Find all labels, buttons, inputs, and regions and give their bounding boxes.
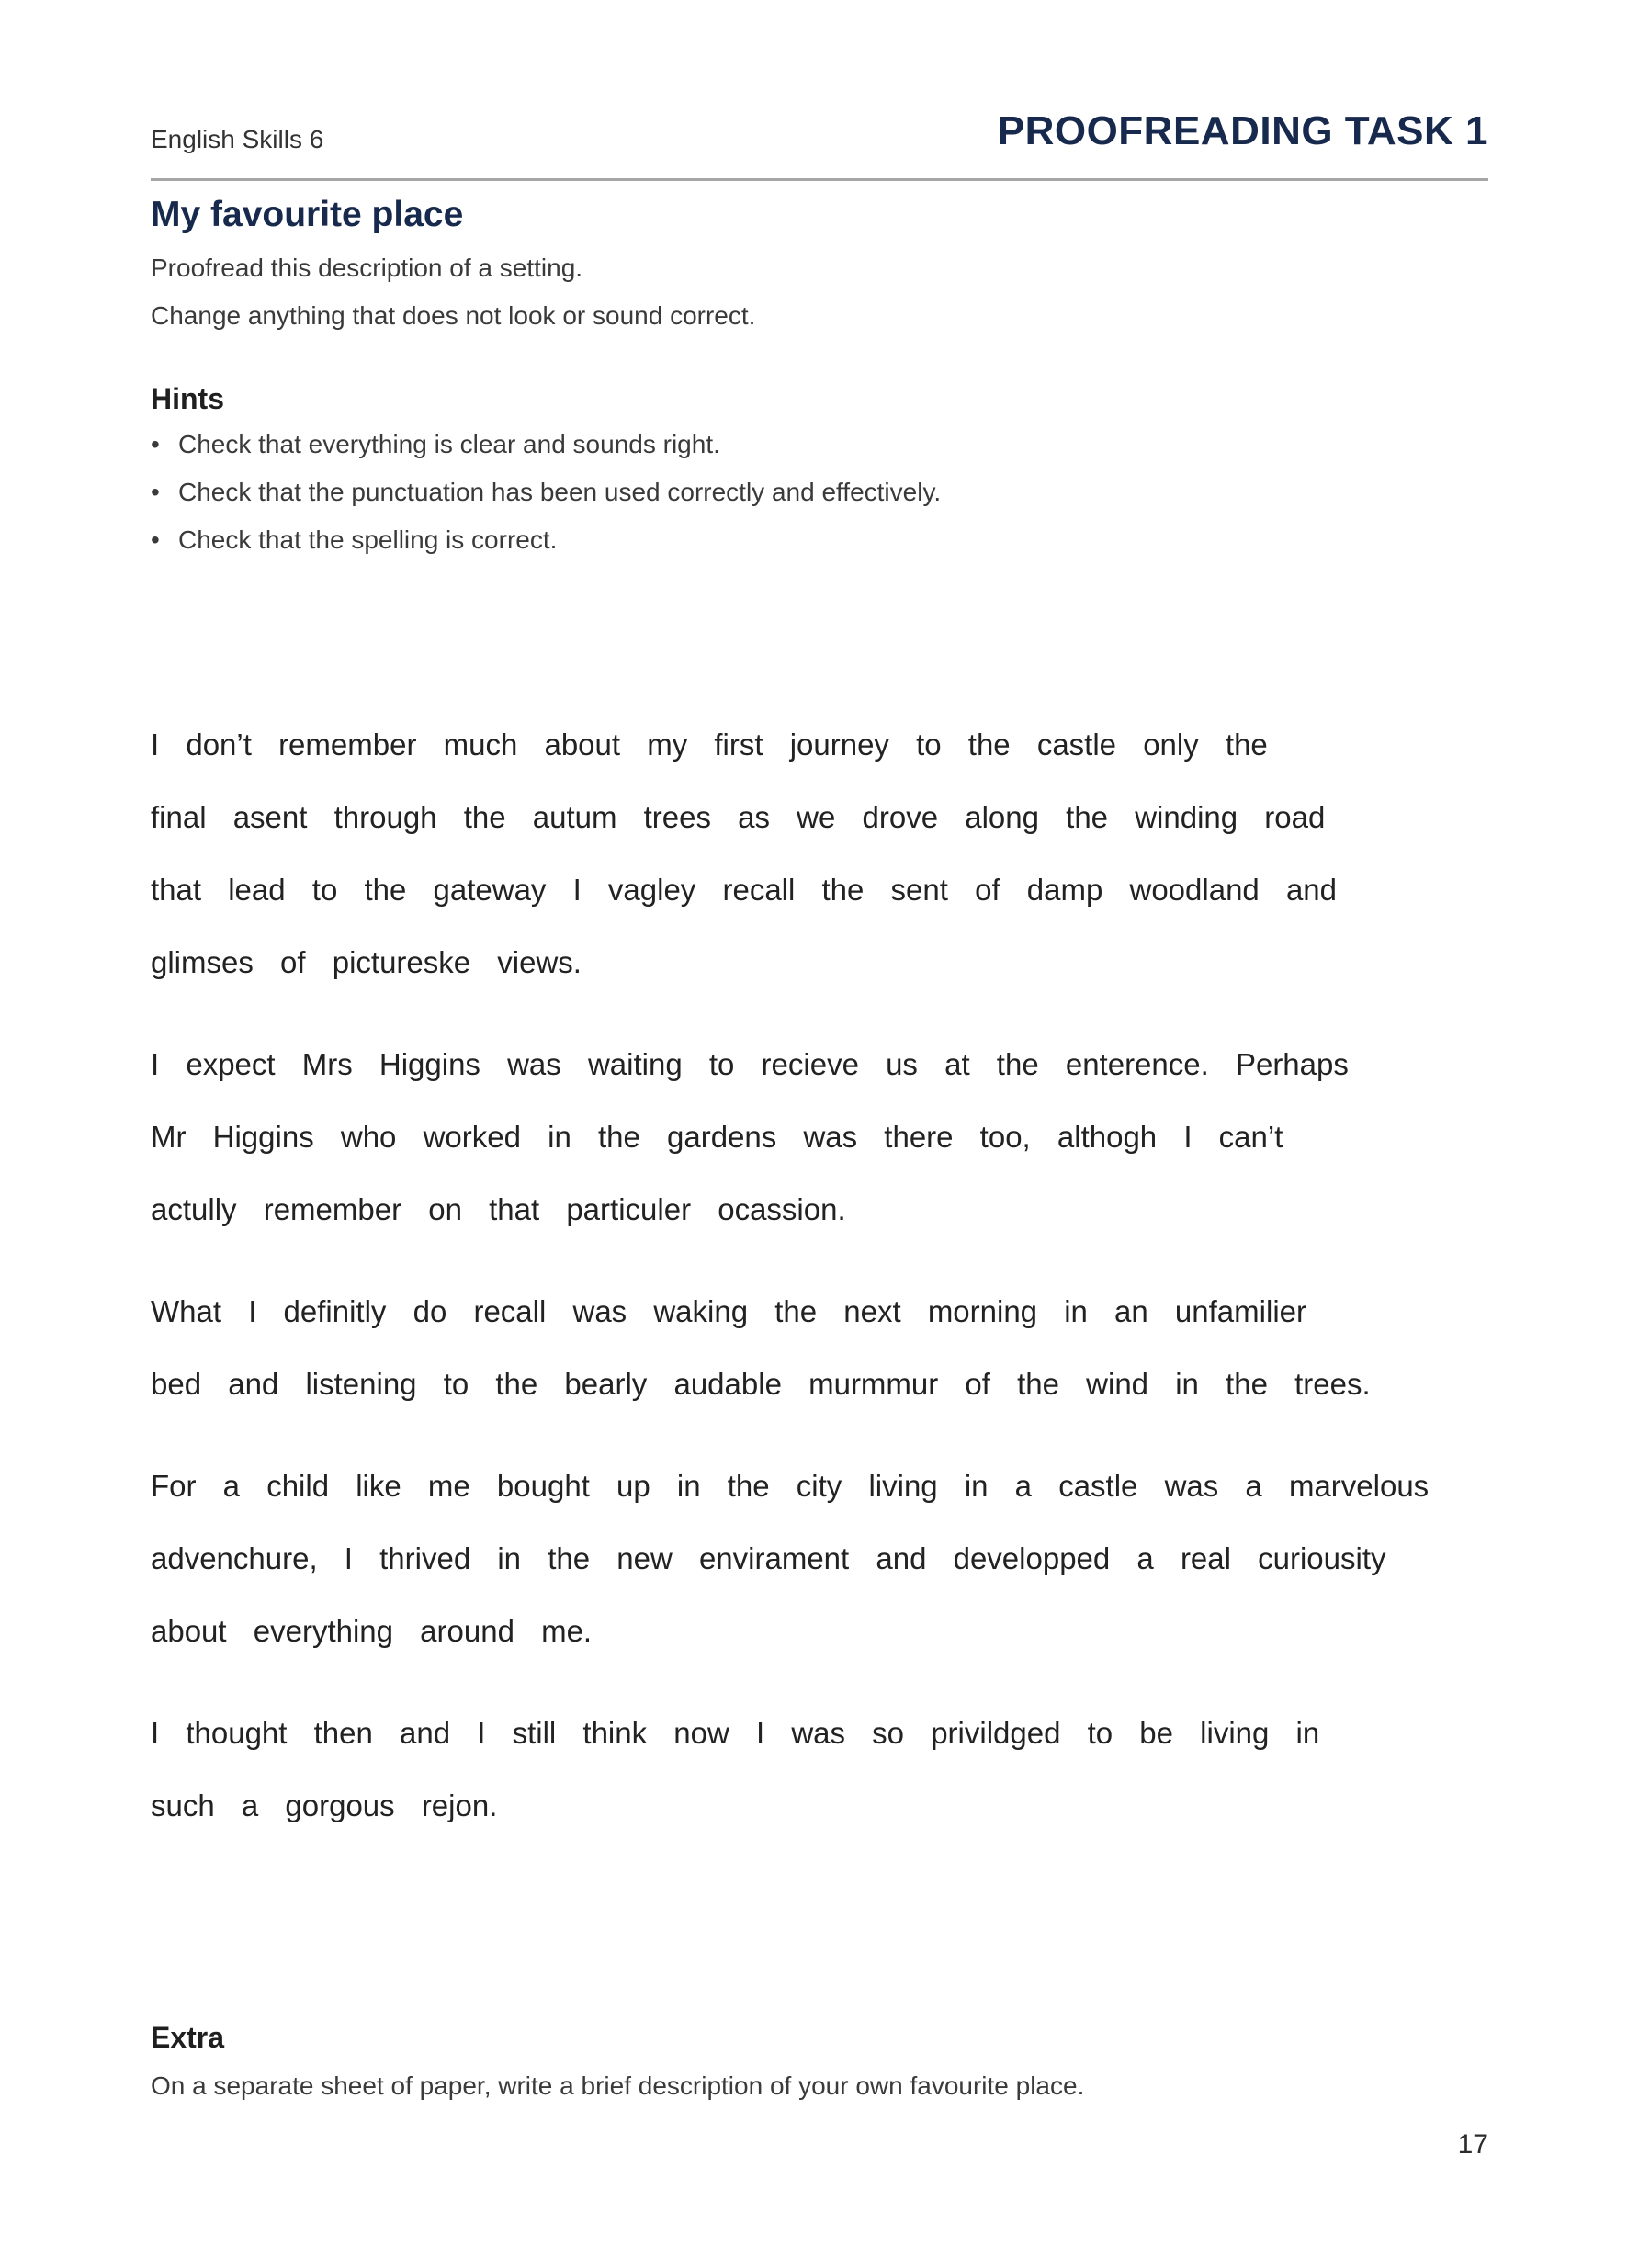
extra-text: On a separate sheet of paper, write a brief description of your own favourite place. <box>151 2071 1085 2100</box>
worksheet-page <box>151 0 1488 2268</box>
bullet-icon: • <box>151 430 160 458</box>
passage-line: glimses of pictureske views. <box>151 945 582 979</box>
passage-line: actully remember on that particuler ocassion. <box>151 1192 846 1226</box>
instruction-line: Proofread this description of a setting. <box>151 254 583 282</box>
passage-line: such a gorgous rejon. <box>151 1788 498 1822</box>
page-header <box>151 108 1488 181</box>
instruction-line: Change anything that does not look or sound correct. <box>151 301 756 330</box>
hint-text: Check that the punctuation has been used correctly and effectively. <box>178 478 942 506</box>
hint-item <box>151 525 557 555</box>
passage-line: Mr Higgins who worked in the gardens was there too, althogh I can’t <box>151 1120 1283 1154</box>
hint-item <box>151 478 941 507</box>
passage-line: that lead to the gateway I vagley recall the sent of damp woodland and <box>151 873 1338 907</box>
passage-line: For a child like me bought up in the city living in a castle was a marvelous <box>151 1469 1430 1503</box>
hints-title: Hints <box>151 382 224 415</box>
extra-title: Extra <box>151 2021 225 2054</box>
task-title: PROOFREADING TASK 1 <box>997 108 1488 153</box>
passage-line: I don’t remember much about my first journey to the castle only the <box>151 728 1268 762</box>
passage-line: final asent through the autum trees as we drove along the winding road <box>151 800 1326 834</box>
bullet-icon: • <box>151 525 160 554</box>
book-title: English Skills 6 <box>151 125 324 153</box>
bullet-icon: • <box>151 478 160 506</box>
passage-line: about everything around me. <box>151 1614 593 1648</box>
hint-item <box>151 430 720 459</box>
page-number: 17 <box>1457 2129 1488 2160</box>
passage-line: advenchure, I thrived in the new envirament and developped a real curiousity <box>151 1541 1386 1575</box>
hint-text: Check that the spelling is correct. <box>178 525 558 554</box>
passage-line: I thought then and I still think now I was so privildged to be living in <box>151 1716 1320 1750</box>
passage-line: bed and listening to the bearly audable murmmur of the wind in the trees. <box>151 1367 1371 1401</box>
page-heading: My favourite place <box>151 195 464 234</box>
hint-text: Check that everything is clear and sounds right. <box>178 430 720 458</box>
passage-line: I expect Mrs Higgins was waiting to recieve us at the enterence. Perhaps <box>151 1047 1349 1081</box>
passage-line: What I definitly do recall was waking the next morning in an unfamilier <box>151 1294 1306 1328</box>
